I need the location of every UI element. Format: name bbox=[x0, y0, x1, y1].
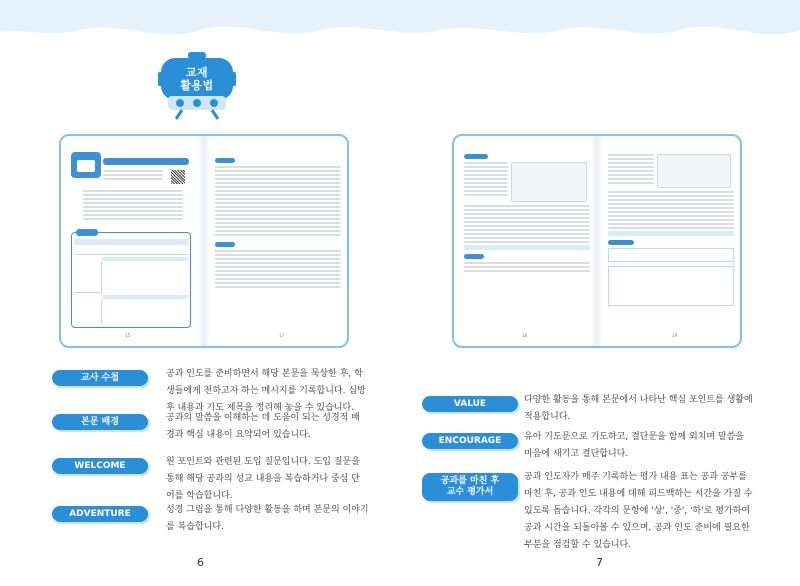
badge-title bbox=[166, 66, 228, 92]
desc-teacher-notes: 공과 인도를 준비하면서 해당 본문을 묵상한 후, 학생들에게 전하고자 하는 메시지를 기록합니다. 심방 후 내용과 기도 제목을 정리해 놓을 수 있습니다. bbox=[166, 369, 366, 413]
spread-fold bbox=[591, 136, 603, 346]
label-text-background: 본문 배경 bbox=[52, 414, 148, 430]
right-book-spread bbox=[452, 134, 742, 348]
desc-welcome: 원 포인트와 관련된 도입 질문입니다. 도입 질문을 통해 해당 공과의 성교 내용을 복습하거나 중심 단어를 학습합니다. bbox=[166, 457, 360, 501]
top-wave-decoration bbox=[0, 0, 800, 70]
desc-encourage: 유아 기도문으로 기도하고, 결단문을 함께 외치며 말씀을 마음에 새기고 결단합니다. bbox=[524, 432, 744, 459]
page-number-18: 18 bbox=[522, 333, 528, 338]
footer-page-number-left: 6 bbox=[197, 556, 204, 569]
desc-teaching-evaluation: 공과 인도자가 매주 기록하는 평가 내용 표는 공과 공부를 마친 후, 공과 인도 내용에 대해 피드백하는 시간을 가질 수 있도록 돕습니다. 각각의 문항에 '상', '중', '하'로 평가하여 공과 시간을 되돌아볼 수 있으며, 공과 인도 준비에 필요한 부분을 점검할 수 있습니다. bbox=[524, 472, 753, 550]
adventure-block bbox=[464, 154, 590, 274]
value-block bbox=[608, 154, 734, 306]
label-adventure: ADVENTURE bbox=[52, 506, 148, 522]
footer-page-number-right: 7 bbox=[596, 556, 603, 569]
lesson-header-block bbox=[71, 150, 191, 228]
desc-text-background: 공과의 말씀을 이해하는 데 도움이 되는 성경적 배경과 핵심 내용이 요약되어 있습니다. bbox=[166, 413, 360, 440]
label-encourage: ENCOURAGE bbox=[422, 433, 518, 449]
label-value: VALUE bbox=[422, 396, 518, 412]
background-text-block bbox=[215, 158, 341, 290]
label-teaching-evaluation bbox=[422, 473, 518, 501]
label-teaching-evaluation-line-2: 교수 평가서 bbox=[446, 487, 494, 497]
spread-fold bbox=[198, 136, 210, 346]
badge-title-line-2: 활용법 bbox=[180, 79, 214, 92]
teacher-note-table bbox=[71, 232, 191, 328]
left-book-spread bbox=[59, 134, 349, 348]
page-number-17: 17 bbox=[279, 333, 285, 338]
page-number-15: 15 bbox=[125, 333, 131, 338]
label-welcome: WELCOME bbox=[52, 458, 148, 474]
badge-title-line-1: 교재 bbox=[185, 66, 209, 79]
page-number-19: 19 bbox=[672, 333, 678, 338]
label-teaching-evaluation-line-1: 공과를 마친 후 bbox=[440, 476, 500, 486]
desc-adventure: 성경 그림을 통해 다양한 활동을 하며 본문의 이야기를 복습합니다. bbox=[166, 505, 369, 532]
label-teacher-notes: 교사 수첩 bbox=[52, 370, 148, 386]
desc-value: 다양한 활동을 통해 본문에서 나타난 핵심 포인트를 생활에 적용합니다. bbox=[524, 395, 753, 422]
